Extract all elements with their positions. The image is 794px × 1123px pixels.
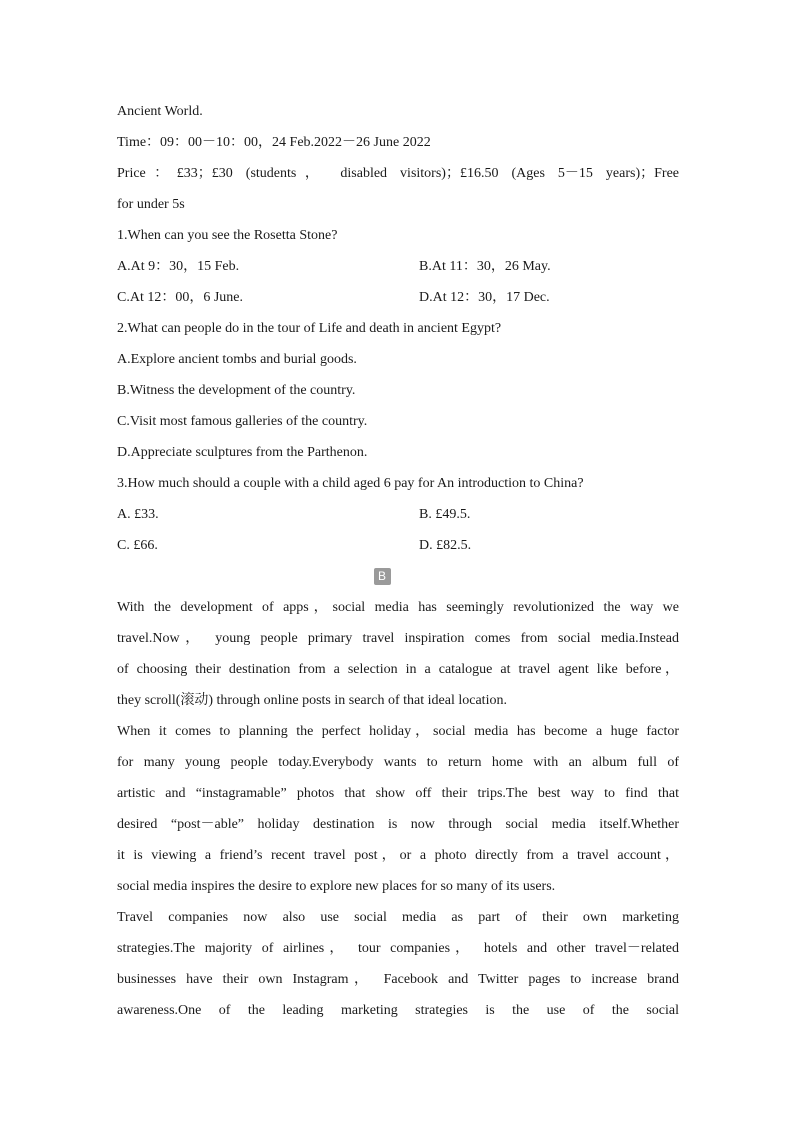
section-b-badge: B [374, 568, 391, 585]
question-1-options-row-2 [117, 282, 679, 313]
question-2-option-c: C.Visit most famous galleries of the country. [117, 414, 368, 429]
passage-b-line: With the development of apps，social media has seemingly revolutionized the way we [117, 600, 679, 615]
question-2-stem: 2.What can people do in the tour of Life and death in ancient Egypt? [117, 321, 502, 336]
passage-b-line: strategies.The majority of airlines， tour companies， hotels and other travel－related [117, 941, 679, 956]
question-1-option-d: D.At 12：30，17 Dec. [419, 290, 550, 305]
question-1-option-c: C.At 12：00，6 June. [117, 290, 243, 305]
event-time: Time：09：00－10：00，24 Feb.2022－26 June 2022 [117, 135, 431, 150]
question-1-option-b: B.At 11：30，26 May. [419, 259, 551, 274]
passage-b-line: awareness.One of the leading marketing strategies is the use of the social [117, 1003, 679, 1018]
question-2-option-b: B.Witness the development of the country. [117, 383, 356, 398]
question-3-options-row-1 [117, 499, 679, 530]
event-price-continued: for under 5s [117, 197, 185, 212]
passage-b-line: travel.Now， young people primary travel inspiration comes from social media.Instead [117, 631, 679, 646]
passage-b-line: desired “post－able” holiday destination is now through social media itself.Whether [117, 817, 679, 832]
passage-b-line: of choosing their destination from a selection in a catalogue at travel agent like before， [117, 662, 679, 677]
question-1-option-a: A.At 9：30，15 Feb. [117, 259, 240, 274]
question-3-option-a: A. £33. [117, 507, 159, 522]
question-3-stem: 3.How much should a couple with a child aged 6 pay for An introduction to China? [117, 476, 584, 491]
document-page [117, 96, 679, 1026]
question-1-options-row-1 [117, 251, 679, 282]
section-b-marker [117, 561, 679, 592]
event-price: Price：£33；£30 (students， disabled visitors)；£16.50 (Ages 5－15 years)；Free [117, 166, 679, 181]
passage-a-closing-line: Ancient World. [117, 104, 203, 119]
passage-b-line: for many young people today.Everybody wants to return home with an album full of [117, 755, 679, 770]
question-2-option-d: D.Appreciate sculptures from the Parthenon. [117, 445, 368, 460]
passage-b-line: artistic and “instagramable” photos that show off their trips.The best way to find that [117, 786, 679, 801]
question-3-option-d: D. £82.5. [419, 538, 472, 553]
passage-b-line: businesses have their own Instagram， Facebook and Twitter pages to increase brand [117, 972, 679, 987]
question-3-options-row-2 [117, 530, 679, 561]
question-3-option-b: B. £49.5. [419, 507, 471, 522]
passage-b-line: they scroll(滚动) through online posts in search of that ideal location. [117, 693, 507, 708]
passage-b-line: it is viewing a friend’s recent travel post，or a photo directly from a travel account， [117, 848, 679, 863]
passage-b-line: social media inspires the desire to explore new places for so many of its users. [117, 879, 556, 894]
question-3-option-c: C. £66. [117, 538, 158, 553]
question-2-option-a: A.Explore ancient tombs and burial goods. [117, 352, 357, 367]
question-1-stem: 1.When can you see the Rosetta Stone? [117, 228, 338, 243]
passage-b-line: When it comes to planning the perfect holiday，social media has become a huge factor [117, 724, 679, 739]
passage-b-line: Travel companies now also use social media as part of their own marketing [117, 910, 679, 925]
